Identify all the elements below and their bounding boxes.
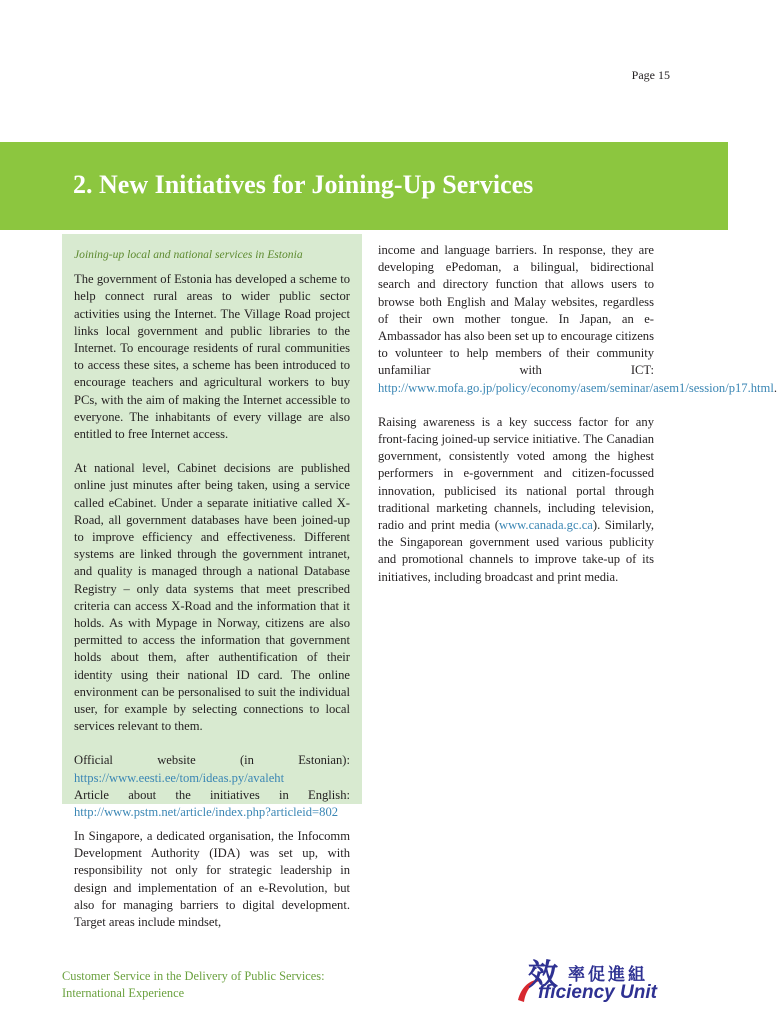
case-study-links <box>74 752 350 821</box>
case-study-paragraph-1: The government of Estonia has developed a scheme to help connect rural areas to wider public sector activities using the Internet. The Village Road project links local government and public libraries to the Internet. To encourage residents of rural communities to access these sites, a scheme has been introduced to encourage teachers and agricultural workers to buy PCs, with the aim of making the Internet accessible to everyone. The inhabitants of every village are also entitled to free Internet access. <box>74 272 350 442</box>
footer-publication-title <box>62 968 325 1002</box>
right-paragraph-1-text: income and language barriers. In response, they are developing ePedoman, a bilingual, bidirectional search and directory function that allows users to browse both English and Malay websites, regardless of their own mother tongue. In Japan, an e-Ambassador has also been set up to encourage citizens to volunteer to help members of their community unfamiliar with ICT: <box>378 243 654 378</box>
right-paragraph-2-text: Raising awareness is a key success factor for any front-facing joined-up service initiative. The Canadian government, consistently voted among the highest performers in e-government and citizen-focussed innovation, publicised its national portal through traditional marketing channels, including television, radio and print media ( <box>378 414 654 533</box>
page-number: Page 15 <box>631 68 670 82</box>
website-label: Official website (in Estonian): <box>74 753 350 768</box>
logo-english-text: fficiency Unit <box>538 982 657 1003</box>
left-column <box>74 242 350 821</box>
case-study-paragraph-2: At national level, Cabinet decisions are published online just minutes after being taken, using a service called eCabinet. Under a separate initiative called X-Road, all government databases have been joined-up to improve efficiency and effectiveness. Different systems are linked through the government intranet, and quality is managed through a national Database Registry – only data systems that meet prescribed criteria can access X-Road and the information that it holds. As with Mypage in Norway, citizens are also permitted to access the information that government holds about them, after authentification of their identity using their national ID card. The online environment can be personalised to suit the individual user, for example by selecting connections to local services relevant to them. <box>74 461 350 734</box>
right-paragraph-2-text2: ). Similarly, the Singaporean government used various publicity and promotional channels to improve take-up of its initiatives, including broadcast and print media. <box>378 518 654 584</box>
footer-line-1: Customer Service in the Delivery of Public Services: <box>62 969 325 983</box>
mofa-link[interactable]: http://www.mofa.go.jp/policy/economy/asem/seminar/asem1/session/p17.html <box>378 380 774 395</box>
logo-chinese-text: 率促進組 <box>568 965 648 985</box>
singapore-paragraph: In Singapore, a dedicated organisation, the Infocomm Development Authority (IDA) was set up, with responsibility not only for strategic leadership in design and implementation of an e-Revolution, but also for managing barriers to digital development. Target areas include mindset, <box>74 829 350 930</box>
right-paragraph-2 <box>378 414 654 586</box>
section-header-band <box>0 142 728 230</box>
canada-link[interactable]: www.canada.gc.ca <box>498 518 593 533</box>
article-label: Article about the initiatives in English: <box>74 787 350 802</box>
logo-chinese-big-char: 效 <box>528 958 558 993</box>
right-column <box>378 242 777 603</box>
footer-line-2: International Experience <box>62 986 185 1000</box>
case-study-title: Joining-up local and national services in Estonia <box>74 248 303 261</box>
estonia-website-link[interactable]: https://www.eesti.ee/tom/ideas.py/avaleht <box>74 770 285 785</box>
right-paragraph-1 <box>378 242 777 397</box>
right-paragraph-1-end: . <box>773 380 777 395</box>
efficiency-unit-logo <box>514 950 684 1006</box>
section-title: 2. New Initiatives for Joining-Up Services <box>73 170 534 199</box>
estonia-article-link[interactable]: http://www.pstm.net/article/index.php?articleid=802 <box>74 805 339 820</box>
